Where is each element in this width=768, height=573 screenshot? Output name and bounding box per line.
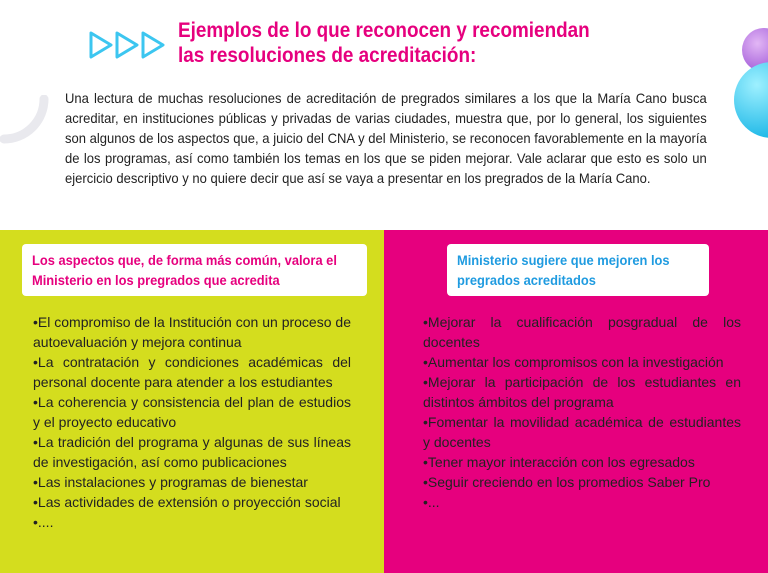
decorative-arc	[0, 95, 50, 145]
list-item: •...	[423, 494, 440, 510]
improvement-suggestions-panel	[384, 230, 768, 573]
title-line-1: Ejemplos de lo que reconocen y recomiendan	[178, 19, 590, 42]
intro-text: Una lectura de muchas resoluciones de acreditación de pregrados similares a los que la María Cano busca acreditar, en instituciones públicas y privadas de varias ciudades, muestra que, por lo general, los siguientes son algunos de los aspectos que, a juicio del CNA y del Ministerio, se reconocen favorablemente en la mayoría de los programas, así como también los temas en los que se piden mejorar. Vale aclarar que esto es solo un ejercicio descriptivo y no quiere decir que así se vaya a presentar en los pregrados de la María Cano.	[65, 90, 707, 186]
recognized-aspects-list	[33, 312, 351, 532]
list-item: •Las actividades de extensión o proyección social	[33, 494, 341, 510]
recognized-aspects-heading-box	[22, 244, 367, 296]
list-item: •La coherencia y consistencia del plan de estudios y el proyecto educativo	[33, 394, 351, 430]
title-line-2: las resoluciones de acreditación:	[178, 44, 477, 67]
recognized-aspects-heading: Los aspectos que, de forma más común, valora el Ministerio en los pregrados que acredita	[32, 252, 337, 288]
improvement-suggestions-heading-box	[447, 244, 709, 296]
decorative-circles	[728, 22, 768, 142]
list-item: •La tradición del programa y algunas de sus líneas de investigación, así como publicaciones	[33, 434, 351, 470]
intro-paragraph	[65, 88, 725, 188]
page-title	[178, 18, 628, 68]
list-item: •El compromiso de la Institución con un proceso de autoevaluación y mejora continua	[33, 314, 351, 350]
list-item: •Aumentar los compromisos con la investigación	[423, 354, 724, 370]
list-item: •La contratación y condiciones académicas del personal docente para atender a los estudiantes	[33, 354, 351, 390]
list-item: •Seguir creciendo en los promedios Saber Pro	[423, 474, 711, 490]
recognized-aspects-panel	[0, 230, 384, 573]
list-item: •Las instalaciones y programas de bienestar	[33, 474, 308, 490]
improvement-suggestions-heading: Ministerio sugiere que mejoren los pregrados acreditados	[457, 252, 670, 288]
triple-arrow-icon	[88, 30, 166, 60]
list-item: •Tener mayor interacción con los egresados	[423, 454, 695, 470]
list-item: •Mejorar la participación de los estudiantes en distintos ámbitos del programa	[423, 374, 741, 410]
improvement-suggestions-list	[423, 312, 741, 512]
list-item: •Mejorar la cualificación posgradual de los docentes	[423, 314, 741, 350]
list-item: •....	[33, 514, 54, 530]
list-item: •Fomentar la movilidad académica de estudiantes y docentes	[423, 414, 741, 450]
